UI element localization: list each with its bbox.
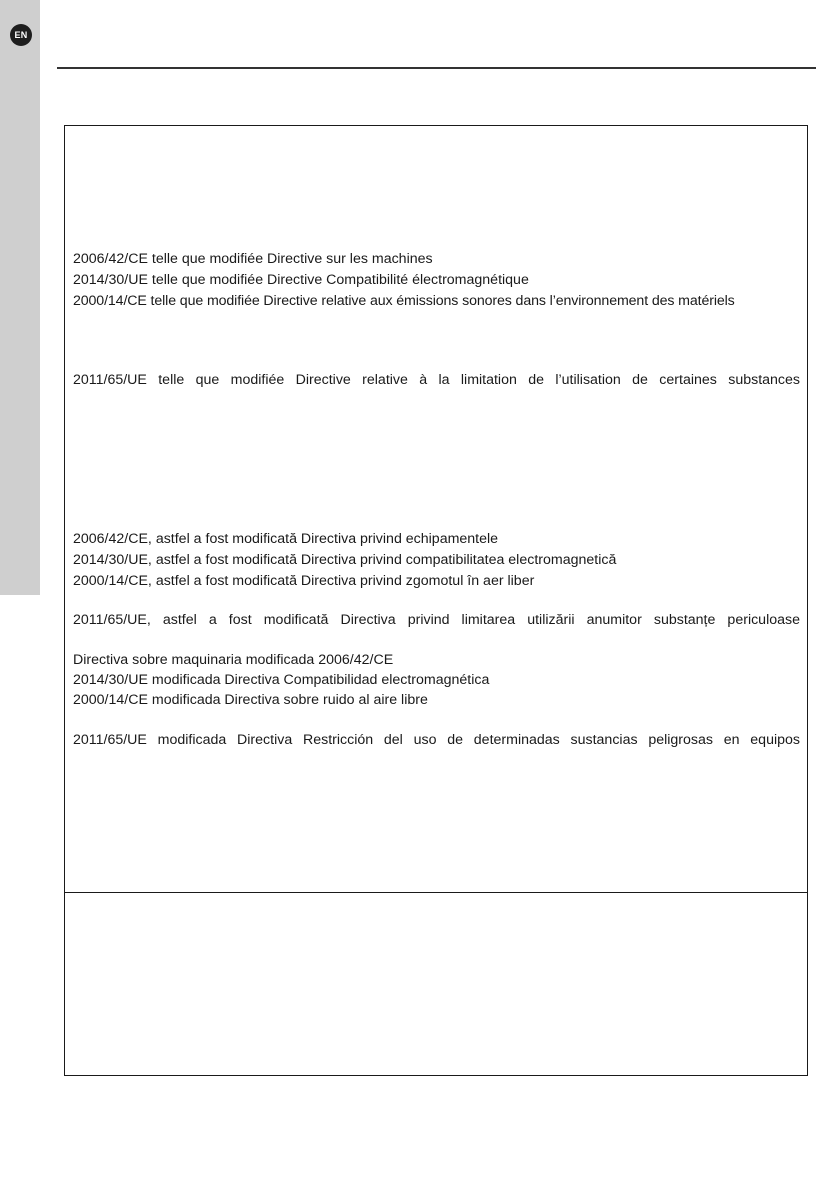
directive-line-es-noise: 2000/14/CE modificada Directiva sobre ruido al aire libre <box>73 692 428 708</box>
directive-line-es-rohs: 2011/65/UE modificada Directiva Restricción del uso de determinadas sustancias peligrosas en equipos <box>73 732 800 748</box>
directive-line-fr-noise: 2000/14/CE telle que modifiée Directive relative aux émissions sonores dans l’environnement des matériels <box>73 293 735 309</box>
directive-line-es-machinery: Directiva sobre maquinaria modificada 2006/42/CE <box>73 652 394 668</box>
declaration-box <box>64 125 808 893</box>
language-badge: EN <box>10 24 32 46</box>
directive-line-fr-machinery: 2006/42/CE telle que modifiée Directive sur les machines <box>73 251 433 267</box>
directive-line-fr-rohs: 2011/65/UE telle que modifiée Directive relative à la limitation de l’utilisation de certaines substances <box>73 372 800 388</box>
directive-line-ro-noise: 2000/14/CE, astfel a fost modificată Directiva privind zgomotul în aer liber <box>73 573 535 589</box>
language-side-tab <box>0 0 40 595</box>
signature-box <box>64 892 808 1076</box>
directive-line-ro-emc: 2014/30/UE, astfel a fost modificată Directiva privind compatibilitatea electromagnetică <box>73 552 617 568</box>
directive-line-fr-emc: 2014/30/UE telle que modifiée Directive Compatibilité électromagnétique <box>73 272 529 288</box>
directive-line-ro-rohs: 2011/65/UE, astfel a fost modificată Directiva privind limitarea utilizării anumitor substanțe periculoase <box>73 612 800 628</box>
directive-line-es-emc: 2014/30/UE modificada Directiva Compatibilidad electromagnética <box>73 672 490 688</box>
directive-line-ro-machinery: 2006/42/CE, astfel a fost modificată Directiva privind echipamentele <box>73 531 499 547</box>
header-divider <box>57 67 816 69</box>
